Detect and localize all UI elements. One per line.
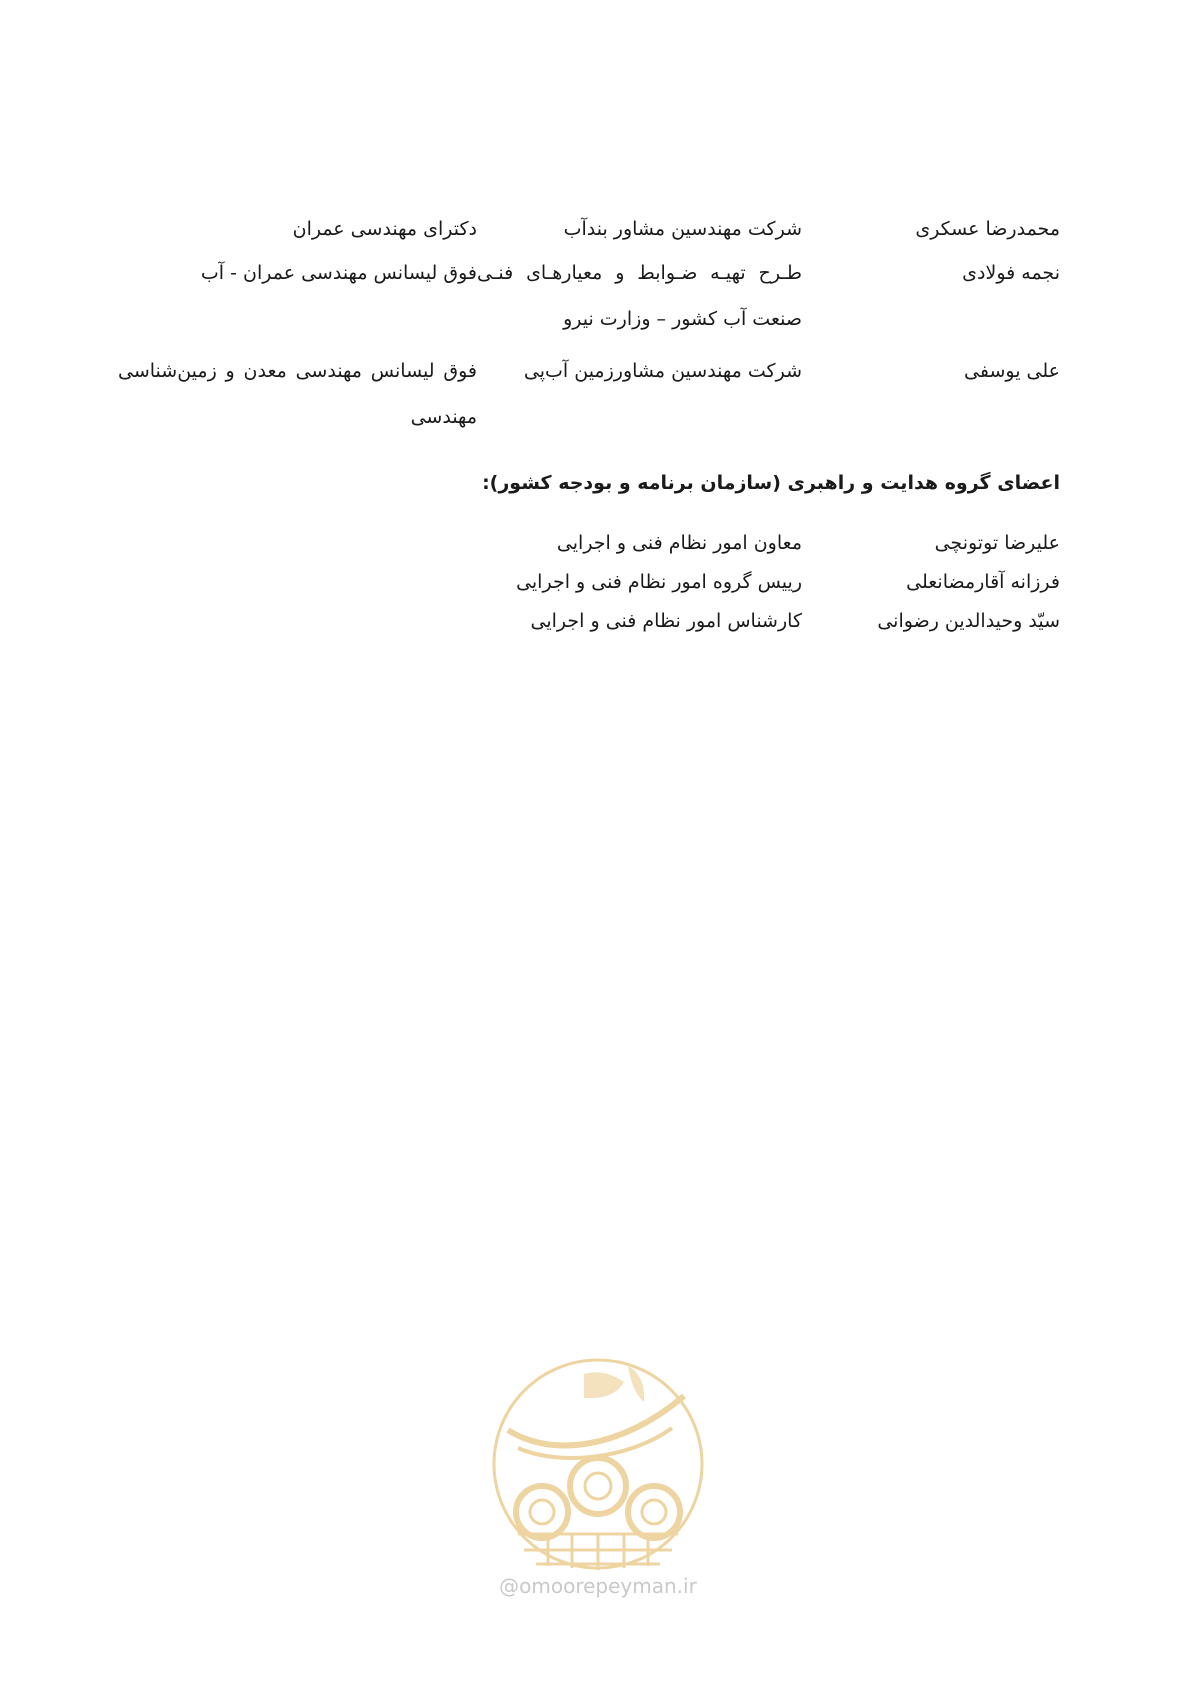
steering-member-row (440, 563, 1060, 602)
contributor-name: محمدرضا عسکری (915, 218, 1060, 240)
contributor-row (118, 214, 1060, 244)
watermark (478, 1356, 718, 1598)
contributor-degree: دکترای مهندسی عمران (292, 218, 477, 240)
member-role: کارشناس امور نظام فنی و اجرایی (530, 610, 802, 632)
contributor-name: نجمه فولادی (962, 262, 1060, 284)
contributor-organization: شرکت مهندسین مشاور بندآب (563, 218, 802, 240)
watermark-caption: @omoorepeyman.ir (499, 1574, 697, 1598)
member-name: فرزانه آقارمضانعلی (906, 571, 1060, 593)
contributor-organization: طـرح تهیـه ضـوابط و معیارهـای فنـی صنعت آب کشور – وزارت نیرو (477, 262, 802, 330)
steering-member-row (440, 524, 1060, 563)
contributor-row (118, 348, 1060, 440)
steering-member-row (440, 602, 1060, 641)
steering-group-list (440, 524, 1060, 641)
member-name: علیرضا توتونچی (934, 532, 1060, 554)
omoorepeyman-logo-icon (488, 1356, 708, 1572)
member-name: سیّد وحیدالدین رضوانی (877, 610, 1060, 632)
member-role: رییس گروه امور نظام فنی و اجرایی (516, 571, 802, 593)
contributors-table (118, 214, 1060, 440)
contributor-organization: شرکت مهندسین مشاورزمین آب‌پی (523, 360, 802, 382)
contributor-row (118, 250, 1060, 342)
steering-group-title: اعضای گروه هدایت و راهبری (سازمان برنامه و بودجه کشور): (482, 472, 1060, 494)
contributor-name: علی یوسفی (964, 360, 1060, 382)
contributor-degree: فوق لیسانس مهندسی معدن و زمین‌شناسی مهندسی (118, 360, 477, 428)
member-role: معاون امور نظام فنی و اجرایی (556, 532, 802, 554)
contributor-degree: فوق لیسانس مهندسی عمران - آب (200, 262, 477, 284)
